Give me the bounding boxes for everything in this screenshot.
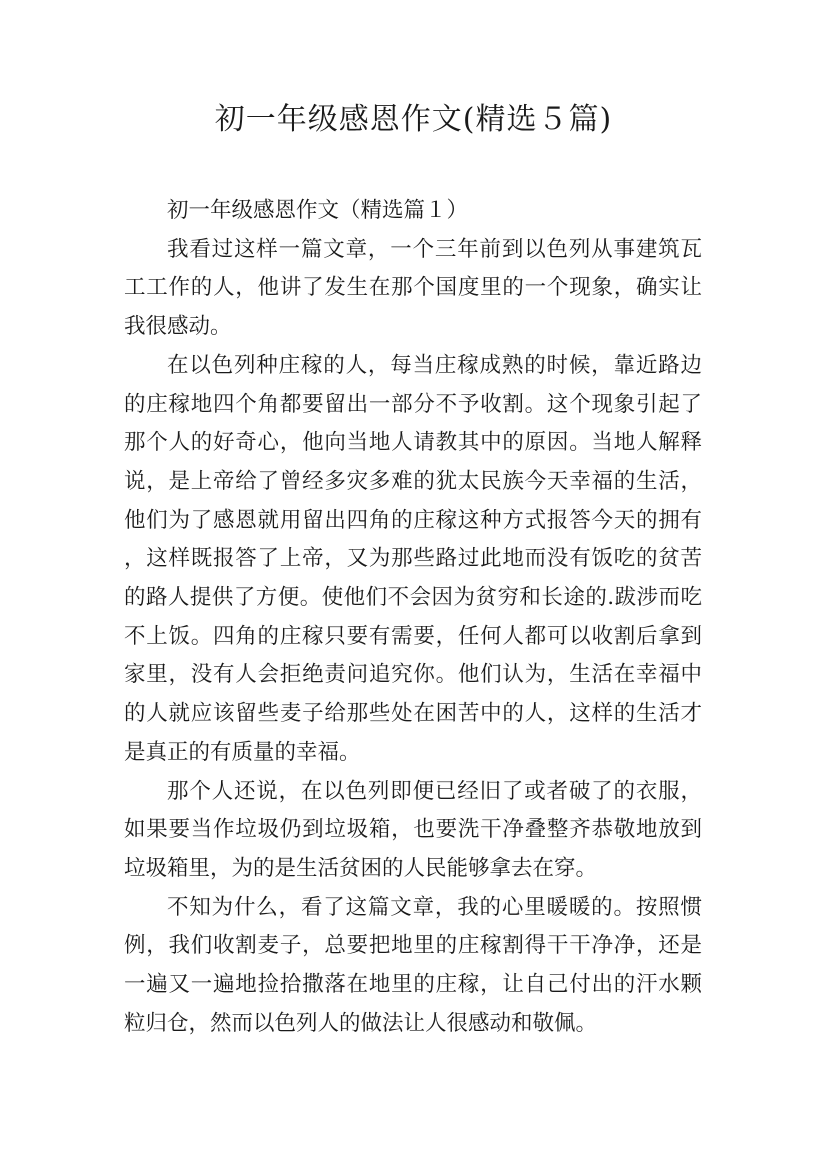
document-title: 初一年级感恩作文(精选５篇) — [214, 102, 613, 137]
paragraph-4: 不知为什么，看了这篇文章，我的心里暖暖的。按照惯例，我们收割麦子，总要把地里的庄稼割得干干净净，还是一遍又一遍地捡拾撒落在地里的庄稼，让自己付出的汗水颗粒归仓，然而以色列人的做法让人很感动和敬佩。 — [124, 894, 702, 1036]
document-body — [124, 192, 702, 1043]
paragraph-2: 在以色列种庄稼的人，每当庄稼成熟的时候，靠近路边的庄稼地四个角都要留出一部分不予收割。这个现象引起了那个人的好奇心，他向当地人请教其中的原因。当地人解释说，是上帝给了曾经多灾多难的犹太民族今天幸福的生活，他们为了感恩就用留出四角的庄稼这种方式报答今天的拥有，这样既报答了上帝，又为那些路过此地而没有饭吃的贫苦的路人提供了方便。使他们不会因为贫穷和长途的.跋涉而吃不上饭。四角的庄稼只要有需要，任何人都可以收割后拿到家里，没有人会拒绝责问追究你。他们认为，生活在幸福中的人就应该留些麦子给那些处在困苦中的人，这样的生活才是真正的有质量的幸福。 — [124, 352, 702, 765]
section-heading: 初一年级感恩作文（精选篇１） — [167, 198, 469, 223]
paragraph-1: 我看过这样一篇文章，一个三年前到以色列从事建筑瓦工工作的人，他讲了发生在那个国度里的一个现象，确实让我很感动。 — [124, 236, 702, 340]
paragraph-3: 那个人还说，在以色列即便已经旧了或者破了的衣服，如果要当作垃圾仍到垃圾箱，也要洗干净叠整齐恭敬地放到垃圾箱里，为的是生活贫困的人民能够拿去在穿。 — [124, 778, 702, 881]
